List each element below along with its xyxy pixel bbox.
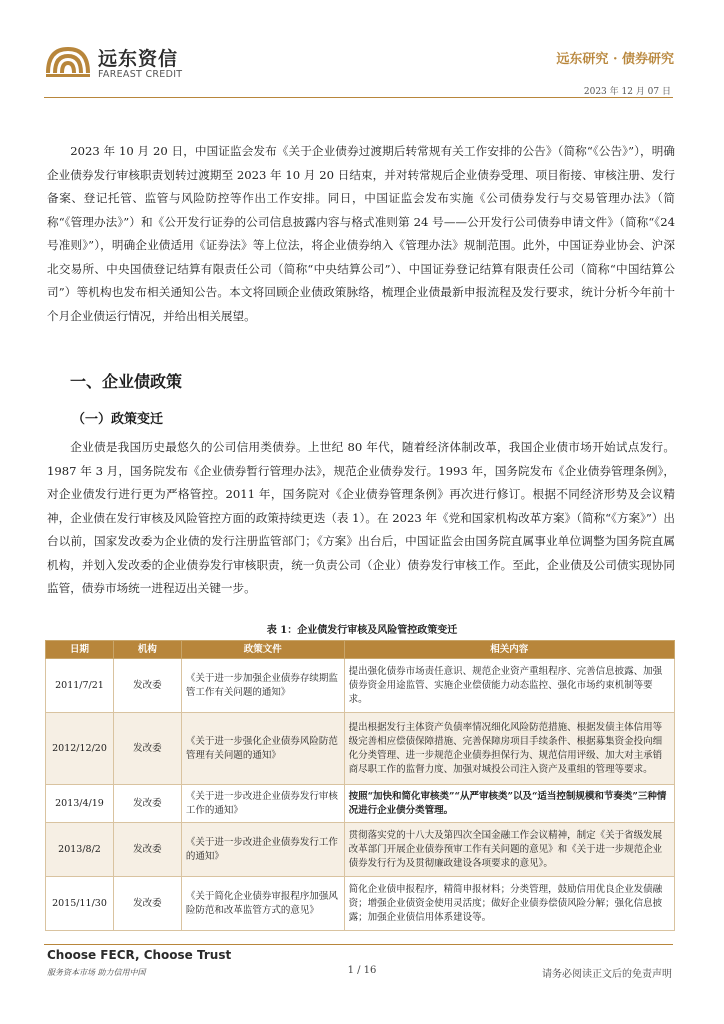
intro-paragraph: 2023 年 10 月 20 日，中国证监会发布《关于企业债券过渡期后转常规有关工作安排的公告》（简称“《公告》”），明确企业债券发行审核职责划转过渡期至 2023 年 10 月 20 日结束，并对转常规后企业债券受理、项目衔接、审核注册、发行备案、登记托管、监管与风险防控等作出工作安排。同日，中国证监会发布实施《公司债券发行与交易管理办法》（简称“《管理办法》”）和《公开发行证券的公司信息披露内容与格式准则第 24 号——公开发行公司债券申请文件》（简称“《24 号准则》”），明确企业债适用《证券法》等上位法，将企业债券纳入《管理办法》规制范围。此外，中国证券业协会、沪深北交易所、中央国债登记结算有限责任公司（简称“中央结算公司”）、中国证券登记结算有限责任公司（简称“中国结算公司”）等机构也发布相关通知公告。本文将回顾企业债政策脉络，梳理企业债最新申报流程及发行要求，统计分析今年前十个月企业债运行情况，并给出相关展望。	[47, 144, 675, 323]
logo-name-cn: 远东资信	[98, 48, 179, 70]
cell-content: 提出根据发行主体资产负债率情况细化风险防范措施、根据发债主体信用等级完善相应偿债保障措施、完善保障房项目手续条件、根据募集资金投向细化分类管理、进一步规范企业债券担保行为、规范信用评级、加大对主承销商尽职工作的监督力度、加强对城投公司注入资产及重组的管理等要求。	[344, 713, 674, 785]
header-date: 日期	[46, 641, 114, 659]
header-doc: 政策文件	[181, 641, 344, 659]
cell-org: 发改委	[113, 785, 181, 823]
header-content: 相关内容	[344, 641, 674, 659]
cell-org: 发改委	[113, 713, 181, 785]
table-row	[46, 659, 675, 713]
subsection-heading: （一）政策变迁	[72, 412, 164, 427]
cell-date: 2013/4/19	[46, 785, 114, 823]
table-header-row	[46, 641, 675, 659]
page-number: 1 / 16	[347, 965, 377, 976]
table-row	[46, 877, 675, 931]
policy-table	[45, 640, 675, 931]
cell-date: 2015/11/30	[46, 877, 114, 931]
section-heading: 一、企业债政策	[70, 372, 183, 391]
cell-date: 2012/12/20	[46, 713, 114, 785]
cell-doc: 《关于进一步加强企业债券存续期监管工作有关问题的通知》	[181, 659, 344, 713]
report-date: 2023 年 12 月 07 日	[583, 87, 671, 97]
footer-subslogan: 服务资本市场 助力信用中国	[47, 968, 146, 977]
logo-name-en: FAREAST CREDIT	[98, 69, 183, 80]
cell-doc: 《关于进一步改进企业债券发行工作的通知》	[181, 823, 344, 877]
cell-content: 贯彻落实党的十八大及第四次全国金融工作会议精神，制定《关于省级发展改革部门开展企业债券预审工作有关问题的意见》和《关于进一步规范企业债券发行行为及贯彻廉政建设各项要求的意见》。	[344, 823, 674, 877]
cell-content: 提出强化债券市场责任意识、规范企业资产重组程序、完善信息披露、加强债券资金用途监管、实施企业偿债能力动态监控、强化市场约束机制等要求。	[344, 659, 674, 713]
fareast-credit-logo-icon	[44, 43, 92, 79]
table-caption: 表 1：企业债发行审核及风险管控政策变迁	[266, 625, 458, 636]
cell-content: 按照“加快和简化审核类”“从严审核类”以及“适当控制规模和节奏类”三种情况进行企业债分类管理。	[344, 785, 674, 823]
header-divider	[44, 97, 673, 98]
footer-divider	[44, 944, 673, 945]
cell-doc: 《关于简化企业债券审报程序加强风险防范和改革监管方式的意见》	[181, 877, 344, 931]
cell-org: 发改委	[113, 877, 181, 931]
cell-doc: 《关于进一步改进企业债券发行审核工作的通知》	[181, 785, 344, 823]
table-row	[46, 713, 675, 785]
header-org: 机构	[113, 641, 181, 659]
footer-slogan: Choose FECR, Choose Trust	[47, 948, 232, 962]
header-tagline: 远东研究 · 债券研究	[556, 52, 674, 67]
footer-disclaimer: 请务必阅读正文后的免责声明	[542, 969, 672, 980]
table-row	[46, 785, 675, 823]
cell-date: 2013/8/2	[46, 823, 114, 877]
policy-paragraph: 企业债是我国历史最悠久的公司信用类债券。上世纪 80 年代，随着经济体制改革，我国企业债市场开始试点发行。1987 年 3 月，国务院发布《企业债券暂行管理办法》，规范企业债券发行。1993 年，国务院发布《企业债券管理条例》，对企业债发行进行更为严格管控。2011 年，国务院对《企业债券管理条例》再次进行修订。根据不同经济形势及会议精神，企业债在发行审核及风险管控方面的政策持续更迭（表 1）。在 2023 年《党和国家机构改革方案》（简称“《方案》”）出台以前，国家发改委为企业债的发行注册监管部门；《方案》出台后，中国证监会由国务院直属事业单位调整为国务院直属机构，并划入发改委的企业债券发行审核职责，统一负责公司（企业）债券发行审核工作。至此，企业债及公司债实现协同监管，债券市场统一进程迈出关键一步。	[47, 440, 675, 595]
cell-org: 发改委	[113, 659, 181, 713]
table-row	[46, 823, 675, 877]
cell-org: 发改委	[113, 823, 181, 877]
cell-date: 2011/7/21	[46, 659, 114, 713]
cell-content: 简化企业债申报程序，精简申报材料；分类管理，鼓励信用优良企业发债融资；增强企业债资金使用灵活度；做好企业债券偿债风险分解；强化信息披露；加强企业债信用体系建设等。	[344, 877, 674, 931]
cell-doc: 《关于进一步强化企业债券风险防范管理有关问题的通知》	[181, 713, 344, 785]
